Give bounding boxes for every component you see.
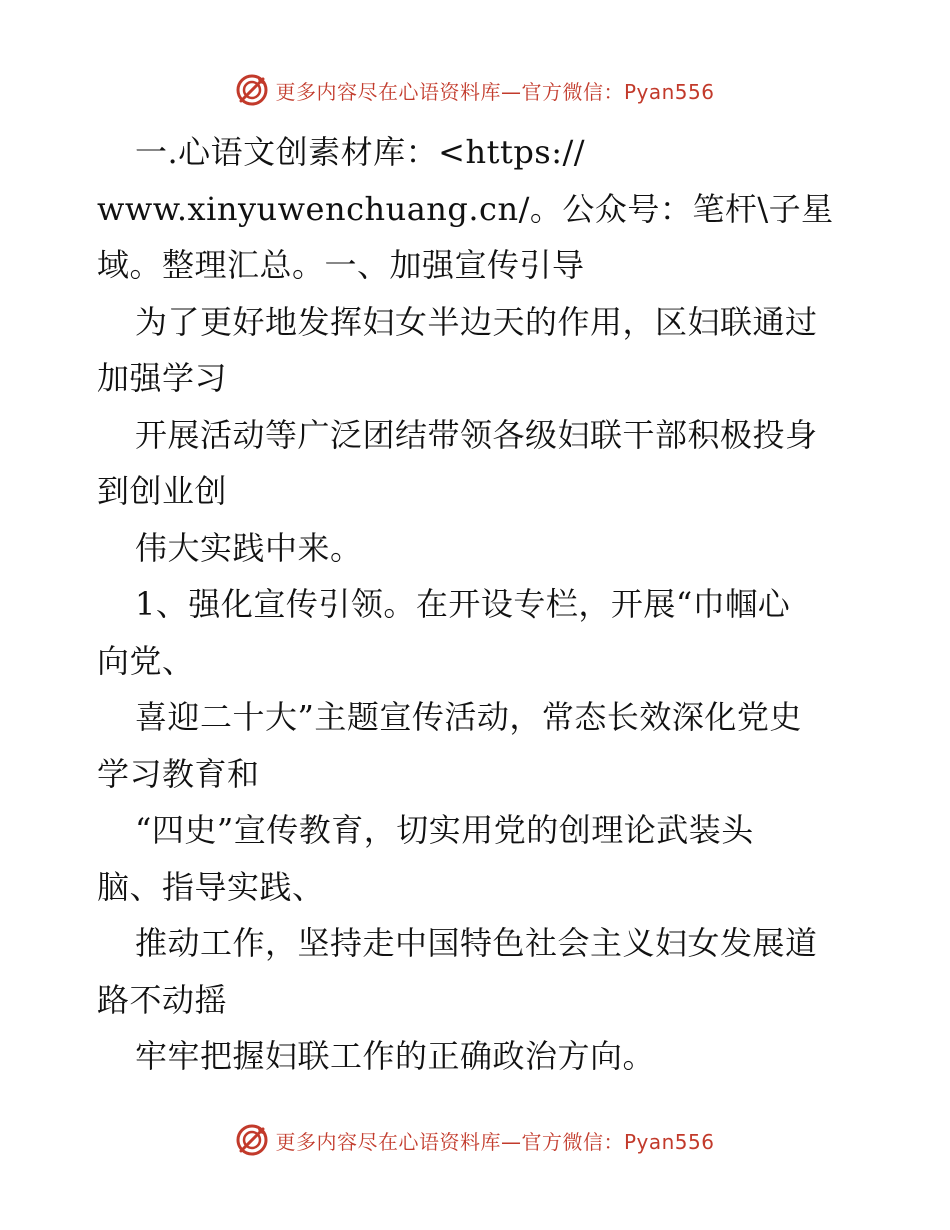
paragraph-line: 一.心语文创素材库：<https:// <box>135 133 586 171</box>
brand-logo-icon <box>235 73 269 107</box>
paragraph-line: “四史”宣传教育，切实用党的创理论武装头 <box>135 811 754 849</box>
header-banner-text: 更多内容尽在心语资料库—官方微信：Pyan556 <box>275 79 715 104</box>
footer-banner-text: 更多内容尽在心语资料库—官方微信：Pyan556 <box>275 1129 715 1154</box>
footer-banner <box>0 1120 950 1160</box>
paragraph-line: www.xinyuwenchuang.cn/。公众号：笔杆\子星 <box>97 189 834 228</box>
paragraph-line: 伟大实践中来。 <box>135 528 363 567</box>
paragraph-line: 牢牢把握妇联工作的正确政治方向。 <box>135 1037 656 1075</box>
paragraph-line: 学习教育和 <box>97 754 260 793</box>
brand-logo-icon <box>235 1123 269 1157</box>
document-body <box>97 124 857 1085</box>
paragraph-line: 1、强化宣传引领。在开设专栏，开展“巾帼心 <box>135 585 791 623</box>
header-banner <box>0 70 950 110</box>
paragraph-line: 到创业创 <box>97 472 228 510</box>
paragraph-line: 脑、指导实践、 <box>97 867 325 906</box>
paragraph-line: 推动工作，坚持走中国特色社会主义妇女发展道 <box>135 924 818 962</box>
paragraph-line: 开展活动等广泛团结带领各级妇联干部积极投身 <box>135 415 818 454</box>
paragraph-line: 加强学习 <box>97 359 228 397</box>
paragraph-line: 域。整理汇总。一、加强宣传引导 <box>97 246 585 284</box>
paragraph-line: 为了更好地发挥妇女半边天的作用，区妇联通过 <box>135 302 818 341</box>
footer-banner-content <box>235 1123 714 1157</box>
paragraph-line: 路不动摇 <box>97 980 228 1019</box>
header-banner-content <box>235 73 714 107</box>
paragraph-line: 喜迎二十大”主题宣传活动，常态长效深化党史 <box>135 698 802 736</box>
paragraph-line: 向党、 <box>97 641 195 680</box>
